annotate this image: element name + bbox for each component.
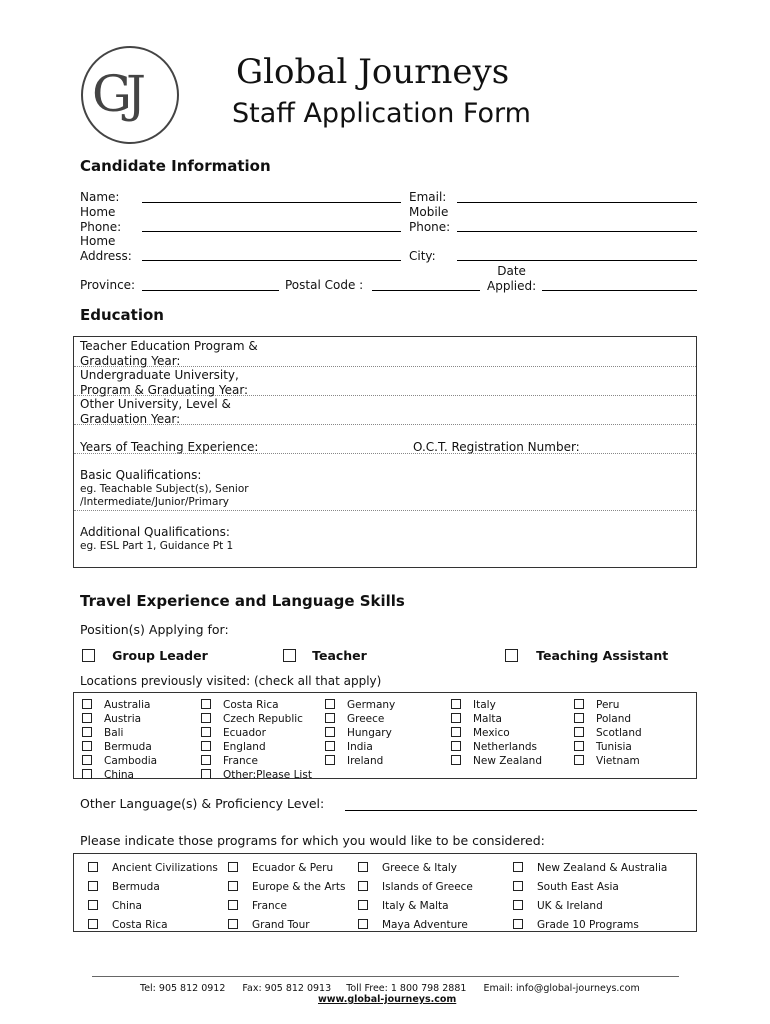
checkbox[interactable] — [88, 862, 98, 872]
position-label: Group Leader — [112, 648, 208, 663]
city-label: City: — [409, 249, 436, 263]
location-label: Vietnam — [596, 755, 640, 767]
location-label: Malta — [473, 713, 502, 725]
name-field[interactable] — [142, 202, 401, 203]
logo — [80, 43, 184, 147]
location-label: Scotland — [596, 727, 642, 739]
undergrad-label: Undergraduate University, Program & Graduating Year: — [80, 368, 249, 397]
program-label: Maya Adventure — [382, 919, 468, 931]
location-label: Bermuda — [104, 741, 152, 753]
name-label: Name: — [80, 190, 120, 204]
programs-label: Please indicate those programs for which you would like to be considered: — [80, 833, 545, 848]
checkbox[interactable] — [325, 755, 335, 765]
checkbox[interactable] — [228, 900, 238, 910]
oct-registration-label: O.C.T. Registration Number: — [413, 440, 580, 454]
location-label: Costa Rica — [223, 699, 279, 711]
program-label: New Zealand & Australia — [537, 862, 668, 874]
education-table — [73, 336, 697, 568]
program-option[interactable] — [228, 875, 345, 894]
postal-code-field[interactable] — [372, 290, 480, 291]
location-label: Bali — [104, 727, 124, 739]
candidate-heading: Candidate Information — [80, 157, 271, 175]
postal-code-label: Postal Code : — [285, 278, 364, 292]
location-label: Ecuador — [223, 727, 266, 739]
location-label: Other:Please List — [223, 769, 312, 781]
checkbox[interactable] — [358, 862, 368, 872]
checkbox[interactable] — [228, 919, 238, 929]
footer-fax: Fax: 905 812 0913 — [242, 983, 332, 994]
footer-website[interactable]: www.global-journeys.com — [318, 994, 457, 1005]
location-label: Cambodia — [104, 755, 158, 767]
location-label: Australia — [104, 699, 151, 711]
checkbox[interactable] — [574, 755, 584, 765]
checkbox[interactable] — [513, 862, 523, 872]
program-label: France — [252, 900, 287, 912]
checkbox[interactable] — [283, 649, 296, 662]
years-experience-label: Years of Teaching Experience: — [80, 440, 259, 454]
program-option[interactable] — [88, 894, 142, 913]
checkbox[interactable] — [82, 769, 92, 779]
program-option[interactable] — [88, 875, 160, 894]
program-option[interactable] — [513, 894, 603, 913]
languages-label: Other Language(s) & Proficiency Level: — [80, 796, 325, 811]
location-label: Peru — [596, 699, 620, 711]
footer-tollfree: Toll Free: 1 800 798 2881 — [346, 983, 467, 994]
position-label: Teaching Assistant — [536, 648, 669, 663]
program-label: UK & Ireland — [537, 900, 603, 912]
teacher-program-label: Teacher Education Program & Graduating Year: — [80, 339, 258, 368]
date-applied-field[interactable] — [542, 290, 697, 291]
checkbox[interactable] — [513, 881, 523, 891]
footer-contacts — [140, 983, 640, 994]
province-label: Province: — [80, 278, 136, 292]
checkbox[interactable] — [358, 919, 368, 929]
city-field[interactable] — [457, 260, 697, 261]
program-option[interactable] — [228, 894, 287, 913]
program-option[interactable] — [513, 875, 619, 894]
position-teaching-assistant[interactable] — [505, 645, 668, 664]
location-label: England — [223, 741, 266, 753]
location-label: China — [104, 769, 134, 781]
checkbox[interactable] — [88, 919, 98, 929]
checkbox[interactable] — [82, 649, 95, 662]
checkbox[interactable] — [513, 919, 523, 929]
logo-letters: GJ — [92, 65, 140, 123]
home-address-field[interactable] — [142, 260, 401, 261]
position-teacher[interactable] — [283, 645, 367, 664]
checkbox[interactable] — [451, 755, 461, 765]
program-option[interactable] — [228, 913, 310, 932]
province-field[interactable] — [142, 290, 279, 291]
program-label: Islands of Greece — [382, 881, 473, 893]
date-applied-label: Date Applied: — [487, 264, 537, 293]
program-label: South East Asia — [537, 881, 619, 893]
home-phone-field[interactable] — [142, 231, 401, 232]
location-label: Czech Republic — [223, 713, 303, 725]
locations-label: Locations previously visited: (check all that apply) — [80, 674, 382, 688]
location-label: Tunisia — [596, 741, 632, 753]
program-option[interactable] — [513, 856, 667, 875]
locations-table — [73, 692, 697, 779]
program-label: Costa Rica — [112, 919, 168, 931]
checkbox[interactable] — [505, 649, 518, 662]
footer-tel: Tel: 905 812 0912 — [140, 983, 226, 994]
programs-table — [73, 853, 697, 932]
location-label: Italy — [473, 699, 496, 711]
program-label: Ancient Civilizations — [112, 862, 218, 874]
program-option[interactable] — [358, 875, 473, 894]
program-option[interactable] — [88, 913, 168, 932]
location-label: India — [347, 741, 373, 753]
program-label: Grade 10 Programs — [537, 919, 639, 931]
program-label: Ecuador & Peru — [252, 862, 334, 874]
additional-qualifications-label: Additional Qualifications: — [80, 525, 230, 539]
mobile-phone-label: Mobile Phone: — [409, 205, 451, 234]
location-option[interactable] — [201, 763, 312, 782]
email-label: Email: — [409, 190, 447, 204]
positions-label: Position(s) Applying for: — [80, 622, 229, 637]
travel-heading: Travel Experience and Language Skills — [80, 592, 405, 610]
checkbox[interactable] — [513, 900, 523, 910]
additional-qualifications-hint: eg. ESL Part 1, Guidance Pt 1 — [80, 540, 234, 552]
location-label: Ireland — [347, 755, 384, 767]
location-label: Mexico — [473, 727, 510, 739]
location-label: Greece — [347, 713, 385, 725]
location-label: Austria — [104, 713, 142, 725]
program-option[interactable] — [228, 856, 333, 875]
location-option[interactable] — [325, 749, 383, 768]
location-label: Hungary — [347, 727, 392, 739]
education-heading: Education — [80, 306, 164, 324]
languages-field[interactable] — [345, 810, 697, 811]
mobile-phone-field[interactable] — [457, 231, 697, 232]
checkbox[interactable] — [228, 881, 238, 891]
program-label: Greece & Italy — [382, 862, 458, 874]
location-option[interactable] — [82, 763, 134, 782]
program-label: Italy & Malta — [382, 900, 449, 912]
location-label: Poland — [596, 713, 632, 725]
program-option[interactable] — [358, 856, 457, 875]
location-option[interactable] — [451, 749, 542, 768]
other-university-label: Other University, Level & Graduation Year: — [80, 397, 231, 426]
form-title: Staff Application Form — [232, 98, 531, 129]
program-label: Bermuda — [112, 881, 160, 893]
program-option[interactable] — [88, 856, 218, 875]
footer-divider — [92, 976, 679, 977]
checkbox[interactable] — [88, 900, 98, 910]
program-label: Europe & the Arts — [252, 881, 346, 893]
basic-qualifications-hint: eg. Teachable Subject(s), Senior /Intermediate/Junior/Primary — [80, 483, 249, 508]
email-field[interactable] — [457, 202, 697, 203]
checkbox[interactable] — [88, 881, 98, 891]
program-label: Grand Tour — [252, 919, 310, 931]
home-address-label: Home Address: — [80, 234, 132, 263]
program-option[interactable] — [358, 894, 449, 913]
footer-email: Email: info@global-journeys.com — [483, 983, 640, 994]
location-label: France — [223, 755, 258, 767]
location-option[interactable] — [574, 749, 640, 768]
basic-qualifications-label: Basic Qualifications: — [80, 468, 202, 482]
checkbox[interactable] — [358, 881, 368, 891]
home-phone-label: Home Phone: — [80, 205, 122, 234]
location-label: Germany — [347, 699, 396, 711]
company-title: Global Journeys — [236, 52, 510, 92]
program-option[interactable] — [358, 913, 468, 932]
checkbox[interactable] — [228, 862, 238, 872]
location-label: Netherlands — [473, 741, 538, 753]
education-row-divider — [74, 510, 696, 511]
location-label: New Zealand — [473, 755, 542, 767]
program-label: China — [112, 900, 142, 912]
checkbox[interactable] — [358, 900, 368, 910]
position-label: Teacher — [312, 648, 367, 663]
program-option[interactable] — [513, 913, 639, 932]
checkbox[interactable] — [201, 769, 211, 779]
position-group-leader[interactable] — [82, 645, 208, 664]
